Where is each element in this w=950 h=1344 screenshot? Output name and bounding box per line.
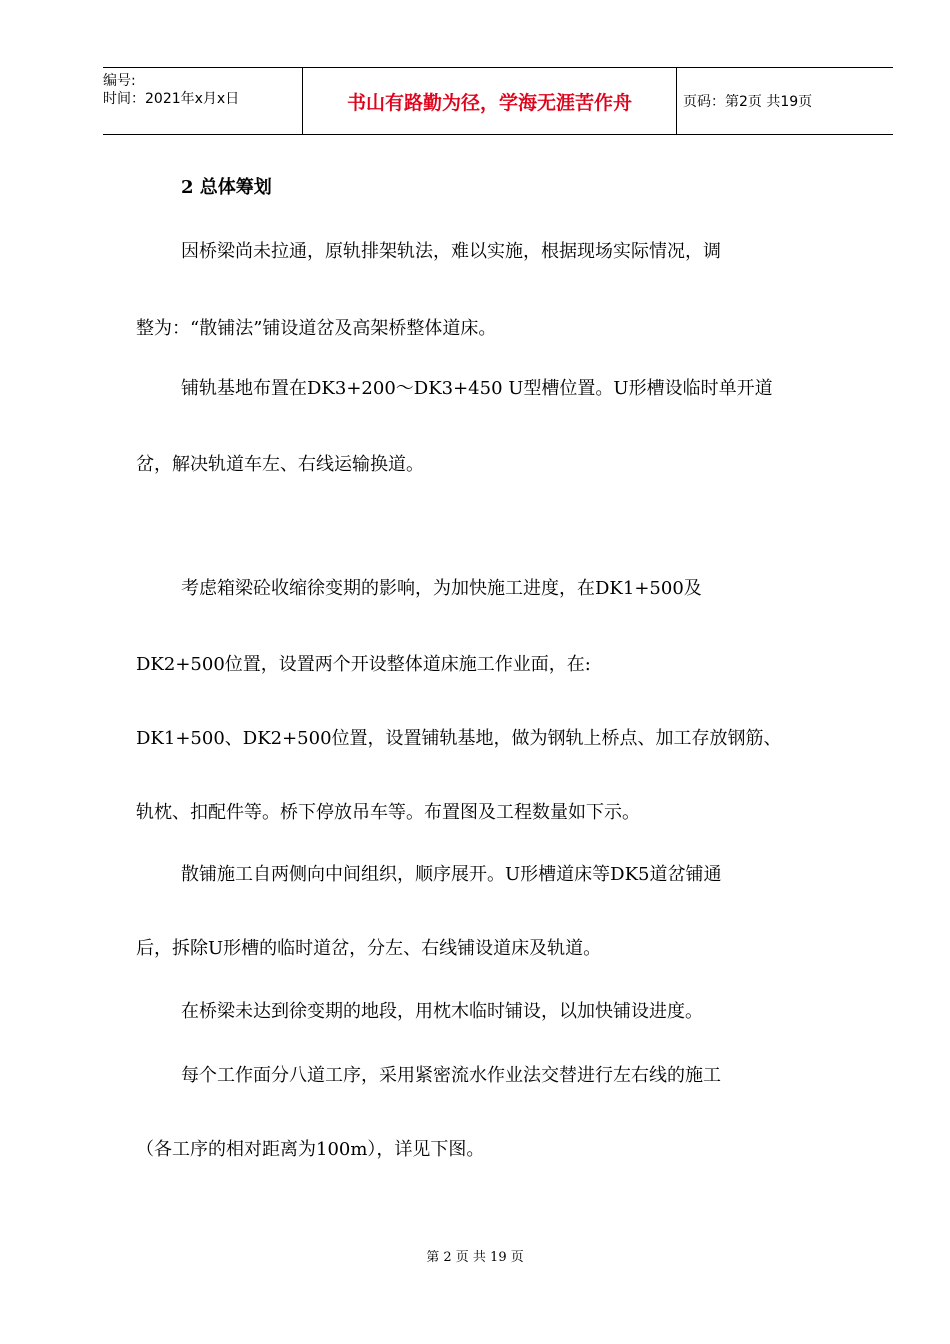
body-line: 轨枕、扣配件等。桥下停放吊车等。布置图及工程数量如下示。 <box>136 802 640 823</box>
header-meta <box>103 68 303 134</box>
body-line: 每个工作面分八道工序，采用紧密流水作业法交替进行左右线的施工 <box>181 1065 721 1086</box>
body-line: （各工序的相对距离为100m），详见下图。 <box>136 1139 485 1160</box>
header-motto: 书山有路勤为径，学海无涯苦作舟 <box>303 68 677 134</box>
body-line: 铺轨基地布置在DK3+200～DK3+450 U型槽位置。U形槽设临时单开道 <box>181 378 773 399</box>
body-line: 后，拆除U形槽的临时道岔，分左、右线铺设道床及轨道。 <box>136 938 602 959</box>
body-line: 考虑箱梁砼收缩徐变期的影响，为加快施工进度，在DK1+500及 <box>181 578 702 599</box>
body-line: 因桥梁尚未拉通，原轨排架轨法，难以实施，根据现场实际情况，调 <box>181 241 721 262</box>
body-line: DK1+500、DK2+500位置，设置铺轨基地，做为钢轨上桥点、加工存放钢筋、 <box>136 728 782 749</box>
header-page-info: 页码：第2页 共19页 <box>683 94 813 110</box>
body-line: 散铺施工自两侧向中间组织，顺序展开。U形槽道床等DK5道岔铺通 <box>181 864 722 885</box>
document-date: 时间：2021年x月x日 <box>103 91 240 107</box>
body-line: 整为：“散铺法”铺设道岔及高架桥整体道床。 <box>136 318 497 339</box>
page-footer: 第 2 页 共 19 页 <box>426 1250 524 1265</box>
body-line: 岔，解决轨道车左、右线运输换道。 <box>136 454 424 475</box>
section-title: 2 总体筹划 <box>181 177 272 198</box>
page-header <box>103 67 893 135</box>
document-number-label: 编号: <box>103 73 136 89</box>
body-line: 在桥梁未达到徐变期的地段，用枕木临时铺设，以加快铺设进度。 <box>181 1001 703 1022</box>
body-line: DK2+500位置，设置两个开设整体道床施工作业面，在: <box>136 654 591 675</box>
